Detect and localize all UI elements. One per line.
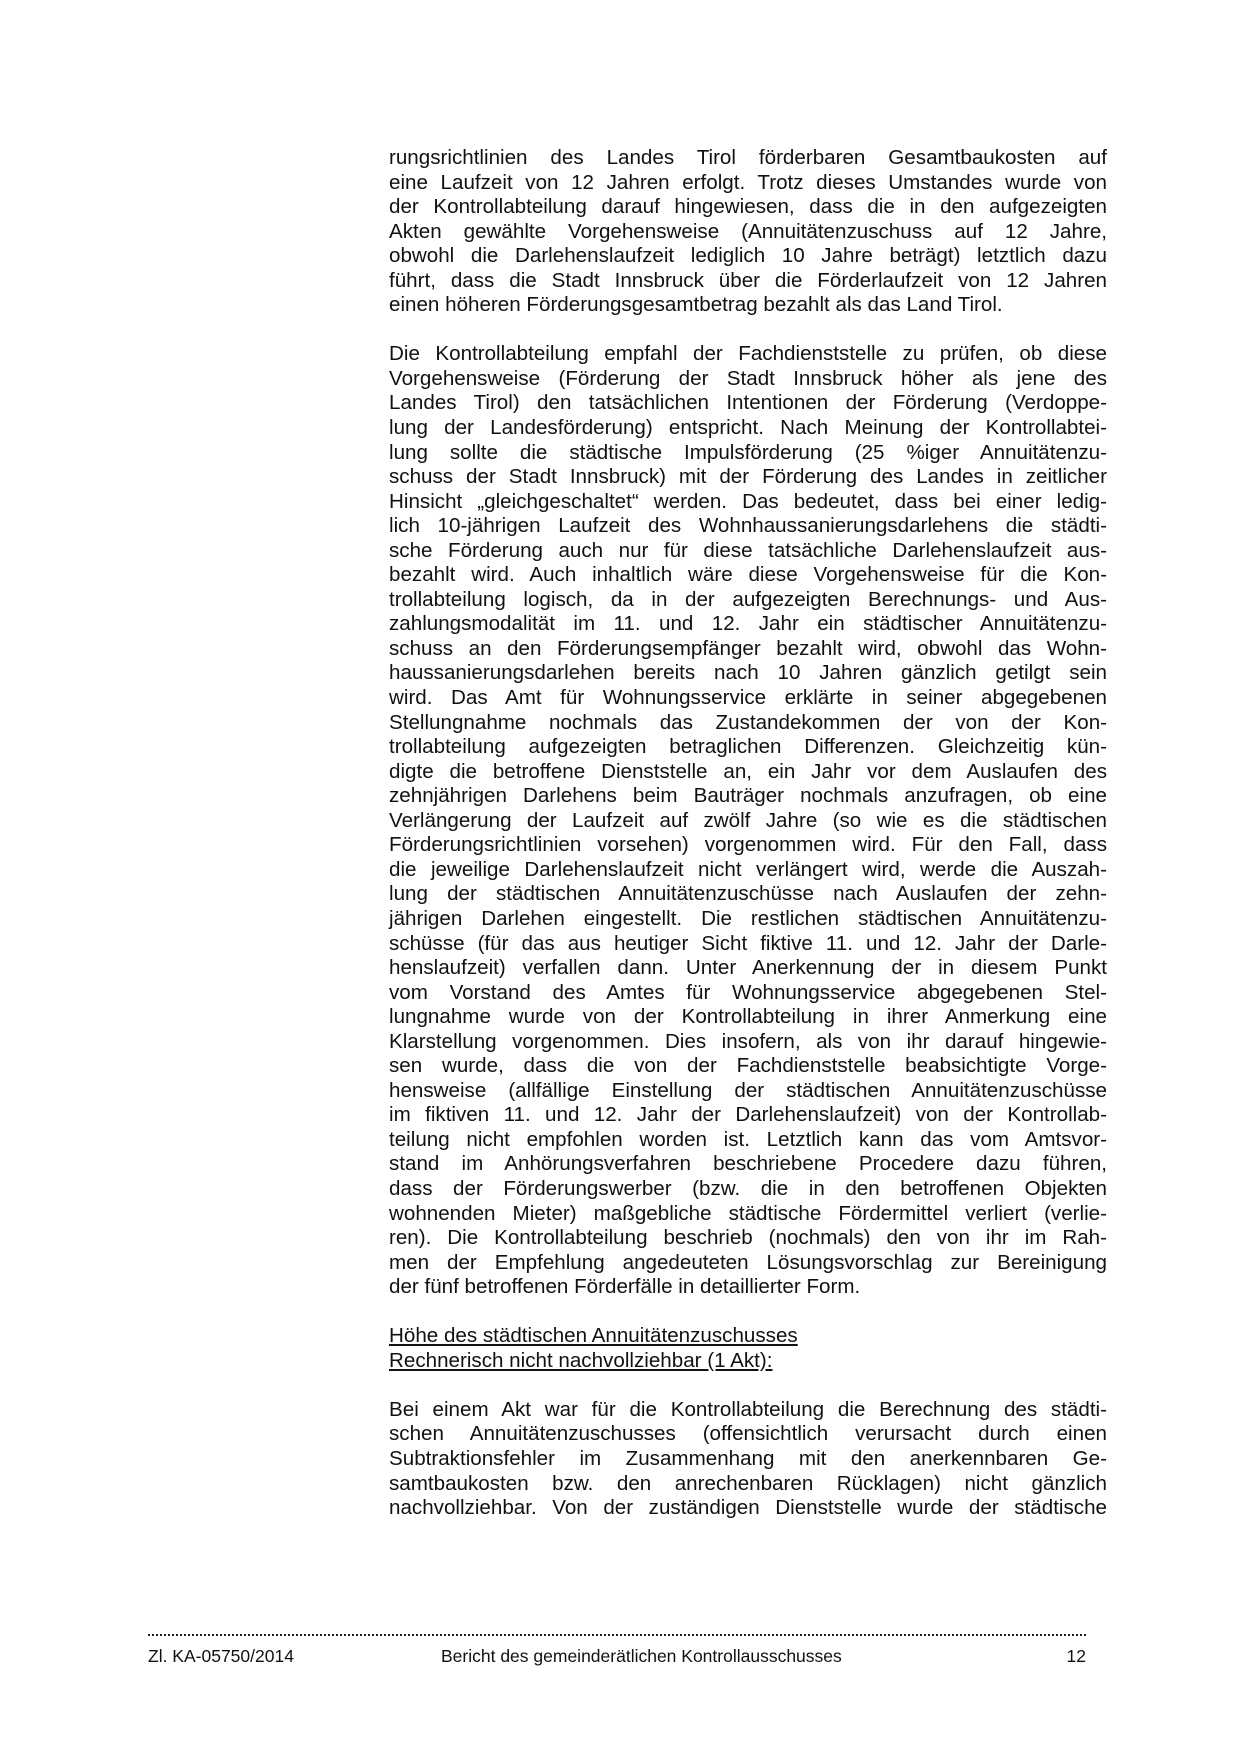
section-heading-line-1: Höhe des städtischen Annuitätenzuschusses xyxy=(389,1324,798,1348)
paragraph-gap xyxy=(389,1373,1107,1398)
text-line: schen Annuitätenzuschusses (offensichtlich verursacht durch einen xyxy=(389,1422,1107,1446)
text-line: haussanierungsdarlehen bereits nach 10 Jahren gänzlich getilgt sein xyxy=(389,661,1107,685)
section-heading xyxy=(389,1324,1107,1373)
text-line: zehnjährigen Darlehens beim Bauträger nochmals anzufragen, ob eine xyxy=(389,784,1107,808)
text-line: der Kontrollabteilung darauf hingewiesen, dass die in den aufgezeigten xyxy=(389,195,1107,219)
paragraph-gap xyxy=(389,1300,1107,1325)
footer-page-number: 12 xyxy=(1066,1646,1086,1666)
paragraph-2 xyxy=(389,342,1107,1299)
text-line: Akten gewählte Vorgehensweise (Annuitätenzuschuss auf 12 Jahre, xyxy=(389,219,1107,243)
text-line: Vorgehensweise (Förderung der Stadt Innsbruck höher als jene des xyxy=(389,366,1107,390)
text-line: nachvollziehbar. Von der zuständigen Dienststelle wurde der städtische xyxy=(389,1496,1107,1520)
text-line: dass der Förderungswerber (bzw. die in den betroffenen Objekten xyxy=(389,1176,1107,1200)
text-line: Die Kontrollabteilung empfahl der Fachdienststelle zu prüfen, ob diese xyxy=(389,342,1107,366)
text-line: teilung nicht empfohlen worden ist. Letztlich kann das vom Amtsvor- xyxy=(389,1127,1107,1151)
text-line: zahlungsmodalität im 11. und 12. Jahr ein städtischer Annuitätenzu- xyxy=(389,612,1107,636)
text-line: schuss der Stadt Innsbruck) mit der Förderung des Landes in zeitlicher xyxy=(389,465,1107,489)
text-line: hensweise (allfällige Einstellung der städtischen Annuitätenzuschüsse xyxy=(389,1078,1107,1102)
text-line: stand im Anhörungsverfahren beschriebene Procedere dazu führen, xyxy=(389,1152,1107,1176)
text-line: trollabteilung logisch, da in der aufgezeigten Berechnungs- und Aus- xyxy=(389,587,1107,611)
text-line: lungnahme wurde von der Kontrollabteilung in ihrer Anmerkung eine xyxy=(389,1005,1107,1029)
body-text xyxy=(389,146,1107,1521)
text-line: Klarstellung vorgenommen. Dies insofern, als von ihr darauf hingewie- xyxy=(389,1029,1107,1053)
text-line: eine Laufzeit von 12 Jahren erfolgt. Trotz dieses Umstandes wurde von xyxy=(389,170,1107,194)
text-line: wird. Das Amt für Wohnungsservice erklärte in seiner abgegebenen xyxy=(389,686,1107,710)
text-line: obwohl die Darlehenslaufzeit lediglich 10 Jahre beträgt) letztlich dazu xyxy=(389,244,1107,268)
footer-report-title: Bericht des gemeinderätlichen Kontrollausschusses xyxy=(441,1646,842,1666)
text-line: führt, dass die Stadt Innsbruck über die Förderlaufzeit von 12 Jahren xyxy=(389,268,1107,292)
paragraph-1 xyxy=(389,146,1107,318)
text-line: lich 10-jährigen Laufzeit des Wohnhaussanierungsdarlehens die städti- xyxy=(389,514,1107,538)
text-line: Bei einem Akt war für die Kontrollabteilung die Berechnung des städti- xyxy=(389,1397,1107,1421)
text-line: lung sollte die städtische Impulsförderung (25 %iger Annuitätenzu- xyxy=(389,440,1107,464)
text-line: einen höheren Förderungsgesamtbetrag bezahlt als das Land Tirol. xyxy=(389,293,1003,317)
text-line: samtbaukosten bzw. den anrechenbaren Rücklagen) nicht gänzlich xyxy=(389,1471,1107,1495)
page-footer xyxy=(148,1644,1086,1668)
text-line: rungsrichtlinien des Landes Tirol förderbaren Gesamtbaukosten auf xyxy=(389,146,1107,169)
text-line: vom Vorstand des Amtes für Wohnungsservice abgegebenen Stel- xyxy=(389,980,1107,1004)
text-line: trollabteilung aufgezeigten betraglichen Differenzen. Gleichzeitig kün- xyxy=(389,735,1107,759)
text-line: Subtraktionsfehler im Zusammenhang mit den anerkennbaren Ge- xyxy=(389,1446,1107,1470)
text-line: ren). Die Kontrollabteilung beschrieb (nochmals) den von ihr im Rah- xyxy=(389,1226,1107,1250)
text-line: lung der städtischen Annuitätenzuschüsse nach Auslaufen der zehn- xyxy=(389,882,1107,906)
text-line: der fünf betroffenen Förderfälle in detaillierter Form. xyxy=(389,1275,861,1299)
paragraph-gap xyxy=(389,318,1107,343)
text-line: die jeweilige Darlehenslaufzeit nicht verlängert wird, werde die Auszah- xyxy=(389,857,1107,881)
text-line: henslaufzeit) verfallen dann. Unter Anerkennung der in diesem Punkt xyxy=(389,956,1107,980)
text-line: bezahlt wird. Auch inhaltlich wäre diese Vorgehensweise für die Kon- xyxy=(389,563,1107,587)
text-line: wohnenden Mieter) maßgebliche städtische Fördermittel verliert (verlie- xyxy=(389,1201,1107,1225)
footer-reference: Zl. KA-05750/2014 xyxy=(148,1646,294,1666)
text-line: Stellungnahme nochmals das Zustandekommen der von der Kon- xyxy=(389,710,1107,734)
section-heading-line-2: Rechnerisch nicht nachvollziehbar (1 Akt): xyxy=(389,1348,773,1372)
text-line: schuss an den Förderungsempfänger bezahlt wird, obwohl das Wohn- xyxy=(389,636,1107,660)
text-line: Landes Tirol) den tatsächlichen Intentionen der Förderung (Verdoppe- xyxy=(389,391,1107,415)
text-line: schüsse (für das aus heutiger Sicht fiktive 11. und 12. Jahr der Darle- xyxy=(389,931,1107,955)
text-line: im fiktiven 11. und 12. Jahr der Darlehenslaufzeit) von der Kontrollab- xyxy=(389,1103,1107,1127)
text-line: lung der Landesförderung) entspricht. Nach Meinung der Kontrollabtei- xyxy=(389,416,1107,440)
text-line: jährigen Darlehen eingestellt. Die restlichen städtischen Annuitätenzu- xyxy=(389,906,1107,930)
text-line: digte die betroffene Dienststelle an, ein Jahr vor dem Auslaufen des xyxy=(389,759,1107,783)
paragraph-3 xyxy=(389,1398,1107,1521)
footer-dotted-rule xyxy=(148,1624,1086,1636)
text-line: Hinsicht „gleichgeschaltet“ werden. Das bedeutet, dass bei einer ledig- xyxy=(389,489,1107,513)
text-line: sen wurde, dass die von der Fachdienststelle beabsichtigte Vorge- xyxy=(389,1054,1107,1078)
text-line: Verlängerung der Laufzeit auf zwölf Jahre (so wie es die städtischen xyxy=(389,808,1107,832)
text-line: sche Förderung auch nur für diese tatsächliche Darlehenslaufzeit aus- xyxy=(389,538,1107,562)
text-line: Förderungsrichtlinien vorsehen) vorgenommen wird. Für den Fall, dass xyxy=(389,833,1107,857)
text-line: men der Empfehlung angedeuteten Lösungsvorschlag zur Bereinigung xyxy=(389,1250,1107,1274)
